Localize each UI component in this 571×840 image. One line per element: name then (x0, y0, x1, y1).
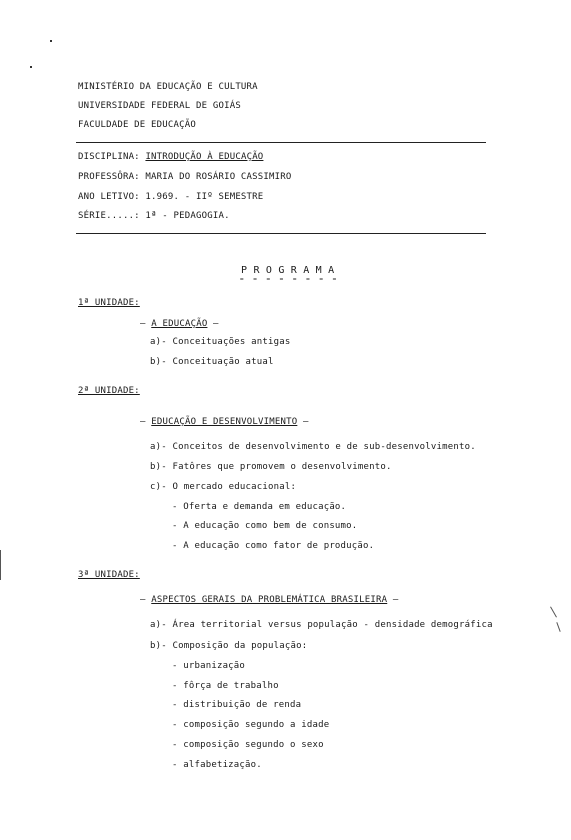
unit-2-item-b: b)- Fatôres que promovem o desenvolvimento. (150, 462, 392, 472)
unit-3-label: 3ª UNIDADE: (78, 570, 140, 580)
unit-2-item-c: c)- O mercado educacional: (150, 482, 297, 492)
unit-3-subitem-6: - alfabetização. (172, 760, 262, 770)
discipline-line (78, 152, 263, 162)
unit-3-subitem-4: - composição segundo a idade (172, 720, 330, 730)
unit-2-topic-text: EDUCAÇÃO E DESENVOLVIMENTO (151, 417, 298, 427)
scan-speck (556, 622, 560, 632)
unit-3-subitem-5: - composição segundo o sexo (172, 740, 324, 750)
unit-2-subitem-3: - A educação como fator de produção. (172, 541, 375, 551)
unit-2-item-a: a)- Conceitos de desenvolvimento e de sub-desenvolvimento. (150, 442, 476, 452)
unit-3-topic: – ASPECTOS GERAIS DA PROBLEMÁTICA BRASILEIRA – (140, 595, 399, 605)
header-rule (76, 142, 486, 143)
unit-2-subitem-2: - A educação como bem de consumo. (172, 521, 358, 531)
unit-3-subitem-2: - fôrça de trabalho (172, 681, 279, 691)
unit-1-label: 1ª UNIDADE: (78, 298, 140, 308)
faculty-line: FACULDADE DE EDUCAÇÃO (78, 120, 196, 130)
scan-speck (0, 550, 1, 580)
scan-speck (30, 66, 32, 68)
unit-2-topic: – EDUCAÇÃO E DESENVOLVIMENTO – (140, 417, 309, 427)
unit-3-item-b: b)- Composição da população: (150, 641, 308, 651)
scan-speck (550, 607, 557, 618)
unit-3-item-a: a)- Área territorial versus população - densidade demográfica (150, 620, 493, 630)
discipline-label: DISCIPLINA: (78, 152, 140, 162)
unit-2-subitem-1: - Oferta e demanda em educação. (172, 502, 347, 512)
unit-1-item-a: a)- Conceituações antigas (150, 337, 291, 347)
ministry-line: MINISTÉRIO DA EDUCAÇÃO E CULTURA (78, 82, 258, 92)
unit-1-topic: – A EDUCAÇÃO – (140, 319, 219, 329)
program-title: P R O G R A M A (241, 265, 335, 276)
unit-2-label: 2ª UNIDADE: (78, 386, 140, 396)
university-line: UNIVERSIDADE FEDERAL DE GOIÁS (78, 101, 241, 111)
unit-3-subitem-3: - distribuição de renda (172, 700, 302, 710)
info-rule (76, 233, 486, 234)
unit-3-subitem-1: - urbanização (172, 661, 246, 671)
unit-3-topic-text: ASPECTOS GERAIS DA PROBLEMÁTICA BRASILEIRA (151, 595, 388, 605)
program-title-underline: = = = = = = = = (240, 276, 340, 283)
unit-1-topic-text: A EDUCAÇÃO (151, 319, 208, 329)
school-year-line: ANO LETIVO: 1.969. - IIº SEMESTRE (78, 192, 264, 202)
unit-1-item-b: b)- Conceituação atual (150, 357, 274, 367)
series-line: SÉRIE.....: 1ª - PEDAGOGIA. (78, 211, 230, 221)
professor-line: PROFESSÔRA: MARIA DO ROSÁRIO CASSIMIRO (78, 172, 292, 182)
scan-speck (50, 40, 52, 42)
discipline-name: INTRODUÇÃO À EDUCAÇÃO (145, 152, 264, 162)
